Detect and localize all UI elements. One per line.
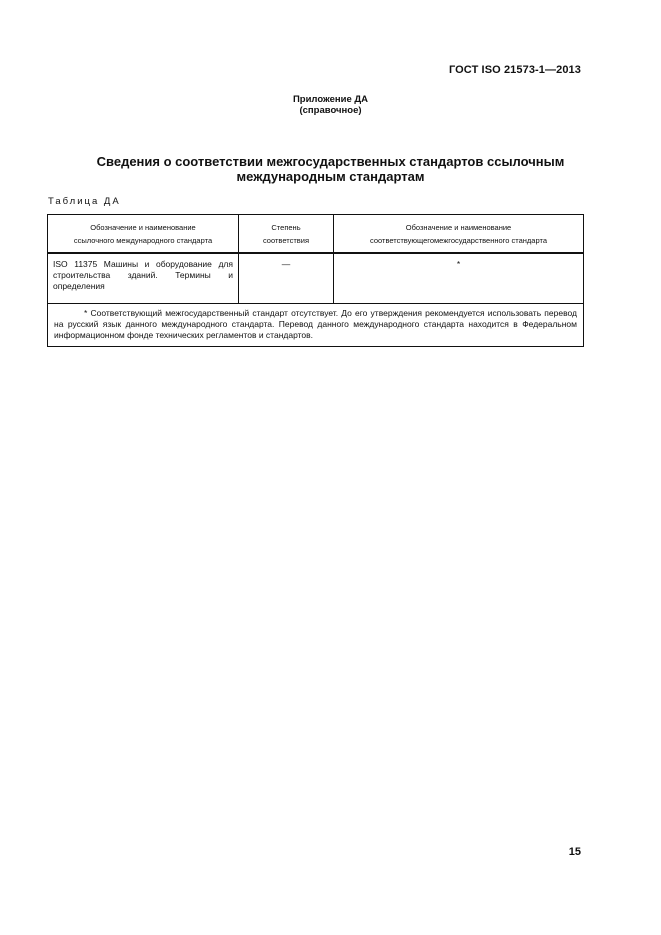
header-interstate-standard (334, 215, 584, 254)
section-title-line1: Сведения о соответствии межгосударственных стандартов ссылочным (96, 154, 565, 169)
document-code: ГОСТ ISO 21573-1—2013 (448, 64, 581, 76)
footnote-row (48, 304, 584, 347)
section-title (0, 154, 629, 184)
section-title-line2: международным стандартам (236, 169, 425, 184)
header-reference-line1: Обозначение и наименование (90, 223, 196, 232)
header-reference-line2: ссылочного международного стандарта (73, 236, 213, 245)
cell-reference-standard: ISO 11375 Машины и оборудование для строительства зданий. Термины и определения (48, 253, 239, 304)
header-degree-line1: Степень (271, 223, 301, 232)
header-degree (239, 215, 334, 254)
header-interstate-line1: Обозначение и наименование (405, 223, 512, 232)
cell-interstate-standard: * (334, 253, 584, 304)
annex-title: Приложение ДА (292, 94, 369, 105)
table-caption: Таблица ДА (48, 196, 121, 207)
header-reference-standard (48, 215, 239, 254)
header-interstate-line2: соответствующегомежгосударственного стандарта (370, 236, 547, 245)
table-header-row (48, 215, 584, 254)
correspondence-table (47, 214, 584, 347)
cell-degree: — (239, 253, 334, 304)
table-footnote: * Соответствующий межгосударственный стандарт отсутствует. До его утверждения рекомендуется использовать перевод на русский язык данного международного стандарта. Перевод данного международного стандарта находится в Федеральном информационном фонде технических регламентов и стандартов. (48, 304, 584, 347)
table-row (48, 253, 584, 304)
annex-subtitle: (справочное) (299, 105, 362, 116)
header-degree-line2: соответствия (262, 236, 310, 245)
annex-heading (0, 94, 661, 116)
page-number: 15 (568, 846, 581, 858)
